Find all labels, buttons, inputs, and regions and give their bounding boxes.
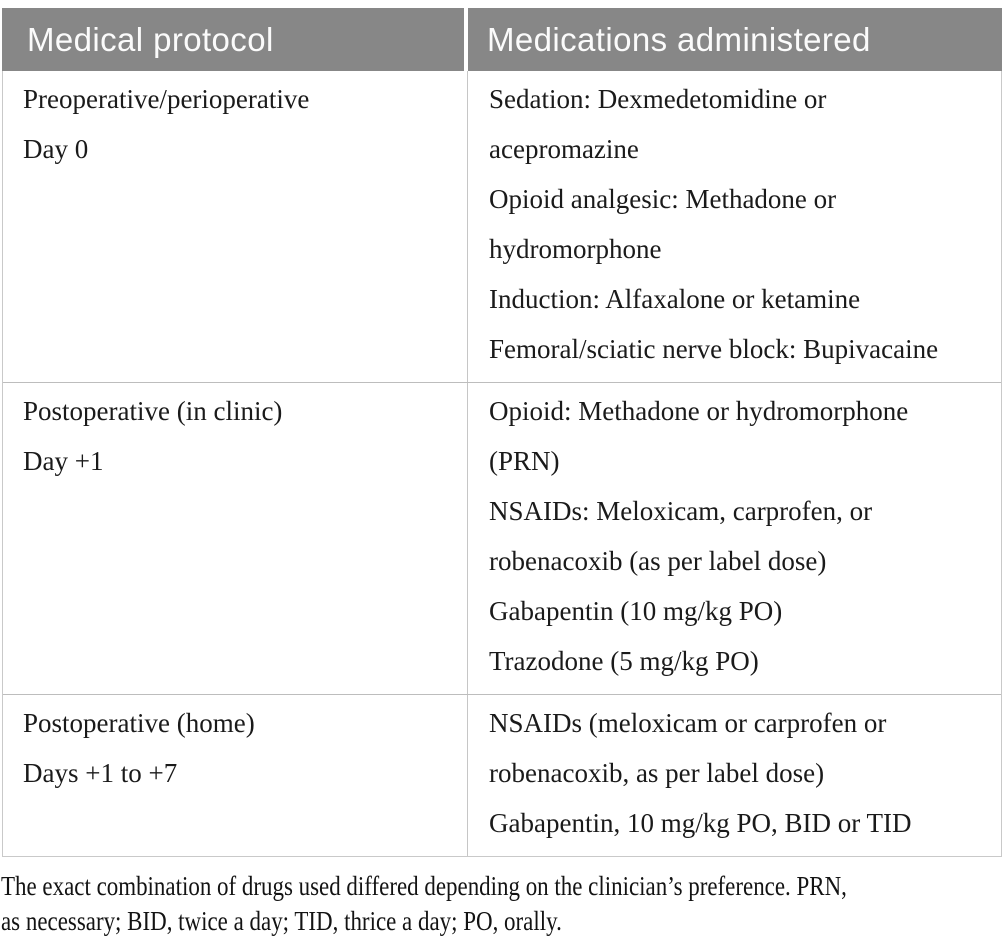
text-line: NSAIDs: Meloxicam, carprofen, or	[489, 496, 873, 526]
protocol-table	[2, 8, 1002, 857]
text-line: as necessary; BID, twice a day; TID, thrice a day; PO, orally.	[1, 906, 562, 936]
text-line: Femoral/sciatic nerve block: Bupivacaine	[489, 334, 939, 364]
protocol-cell	[3, 695, 467, 856]
medications-cell	[467, 71, 1001, 382]
medications-cell	[467, 695, 1001, 856]
text-line: Gabapentin, 10 mg/kg PO, BID or TID	[489, 808, 912, 838]
text-line: Induction: Alfaxalone or ketamine	[489, 284, 861, 314]
text-line: The exact combination of drugs used differed depending on the clinician’s preference. PRN,	[1, 871, 847, 901]
text-line: acepromazine	[489, 134, 639, 164]
protocol-cell	[3, 71, 467, 382]
table-row-postoperative-clinic	[3, 382, 1001, 694]
protocol-cell	[3, 383, 467, 694]
text-line: Postoperative (home)	[23, 708, 255, 738]
table-footnote	[1, 869, 1005, 939]
text-line: Postoperative (in clinic)	[23, 396, 283, 426]
table-row-postoperative-home	[3, 694, 1001, 856]
text-line: Gabapentin (10 mg/kg PO)	[489, 596, 783, 626]
text-line: Day 0	[23, 134, 89, 164]
text-line: robenacoxib (as per label dose)	[489, 546, 827, 576]
table-header-row	[2, 8, 1002, 71]
text-line: Trazodone (5 mg/kg PO)	[489, 646, 759, 676]
text-line: Days +1 to +7	[23, 758, 178, 788]
text-line: Preoperative/perioperative	[23, 84, 310, 114]
text-line: Opioid analgesic: Methadone or	[489, 184, 837, 214]
text-line: Opioid: Methadone or hydromorphone	[489, 396, 909, 426]
text-line: Sedation: Dexmedetomidine or	[489, 84, 827, 114]
medications-cell	[467, 383, 1001, 694]
text-line: Day +1	[23, 446, 104, 476]
text-line: NSAIDs (meloxicam or carprofen or	[489, 708, 887, 738]
header-cell-medications-administered: Medications administered	[468, 8, 1002, 71]
text-line: (PRN)	[489, 446, 560, 476]
header-cell-medical-protocol: Medical protocol	[2, 8, 464, 71]
table-row-preoperative	[3, 71, 1001, 382]
text-line: hydromorphone	[489, 234, 662, 264]
text-line: robenacoxib, as per label dose)	[489, 758, 825, 788]
table-body	[2, 71, 1002, 857]
